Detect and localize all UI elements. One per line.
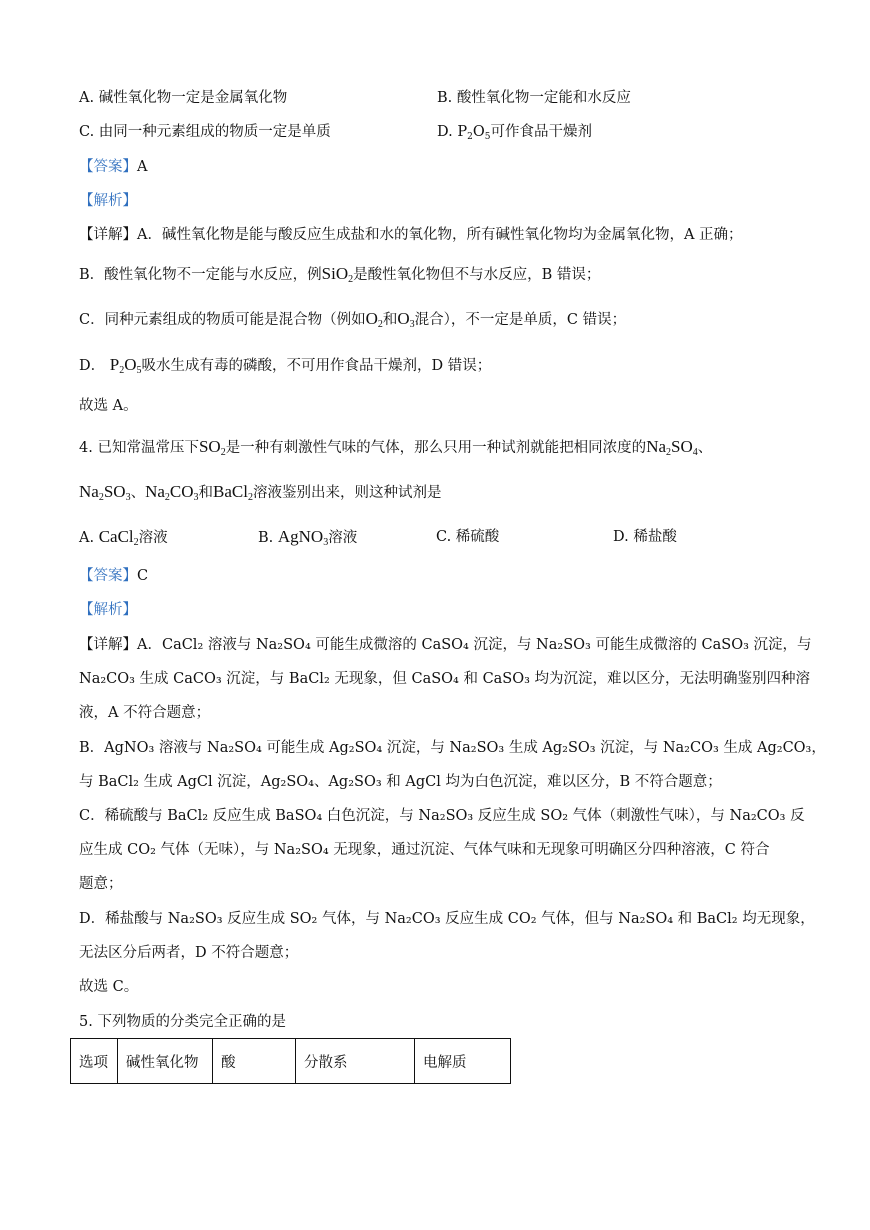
table-header-row xyxy=(71,1039,511,1084)
q4-na2so4-b: SO xyxy=(671,437,693,456)
q3-option-d-mid: O xyxy=(472,124,485,140)
q4-conclusion: 故选 C。 xyxy=(79,979,139,995)
table-header-cell-electrolyte: 电解质 xyxy=(415,1039,511,1084)
q4-option-b-pre: B. xyxy=(258,530,274,546)
q4-na2co3-a: Na xyxy=(145,482,165,501)
q4-stem-line1 xyxy=(79,437,712,463)
q4-stem-sep1: 、 xyxy=(697,440,713,456)
table-header-cell-acid: 酸 xyxy=(213,1039,296,1084)
q3-p2o5-sub1: 2 xyxy=(119,365,125,376)
q4-na2so3-a: Na xyxy=(79,482,99,501)
q3-o3-main: O xyxy=(397,309,410,328)
q3-option-d-text: 可作食品干燥剂 xyxy=(490,124,592,140)
q3-o2-sub: 2 xyxy=(377,319,383,330)
q4-detail-line-9: D．稀盐酸与 Na₂SO₃ 反应生成 SO₂ 气体，与 Na₂CO₃ 反应生成 CO₂ 气体，但与 Na₂SO₄ 和 BaCl₂ 均无现象， xyxy=(79,911,815,927)
q3-detail-a-text: A．碱性氧化物是能与酸反应生成盐和水的氧化物，所有碱性氧化物均为金属氧化物，A 正确； xyxy=(137,227,743,243)
q4-detail-line-5: 与 BaCl₂ 生成 AgCl 沉淀，Ag₂SO₄、Ag₂SO₃ 和 AgCl 均为白色沉淀，难以区分，B 不符合题意； xyxy=(79,774,722,790)
q3-option-d-sub1: 2 xyxy=(467,132,473,142)
q3-detail-a xyxy=(79,225,743,245)
q3-option-d-sub2: 5 xyxy=(484,132,491,142)
q4-na2so3-b: SO xyxy=(103,482,126,501)
q4-bacl2 xyxy=(213,482,253,501)
q4-analysis-label: 【解析】 xyxy=(79,602,137,618)
q3-p2o5-o: O xyxy=(124,355,137,374)
q4-option-d: D. 稀盐酸 xyxy=(613,529,677,545)
q4-detail-line-4: B．AgNO₃ 溶液与 Na₂SO₄ 可能生成 Ag₂SO₄ 沉淀，与 Na₂SO₃ 生成 Ag₂SO₃ 沉淀，与 Na₂CO₃ 生成 Ag₂CO₃， xyxy=(79,740,826,756)
q3-analysis-tag xyxy=(79,191,137,211)
q5-stem: 5. 下列物质的分类完全正确的是 xyxy=(79,1014,286,1030)
q4-detail-line-3: 液，A 不符合题意； xyxy=(79,705,211,721)
q3-option-a: A. 碱性氧化物一定是金属氧化物 xyxy=(79,90,288,106)
q4-analysis-tag xyxy=(79,600,137,620)
q3-detail-c-mid: 和 xyxy=(382,312,398,328)
q4-na2so4-a: Na xyxy=(646,437,667,456)
q4-na2co3-sub2: 3 xyxy=(193,492,199,503)
q4-bacl2-main: BaCl xyxy=(213,482,248,501)
q4-na2so4 xyxy=(646,437,698,456)
q3-o3-sub: 3 xyxy=(409,319,415,330)
q3-answer xyxy=(79,157,147,177)
q4-line2-post: 溶液鉴别出来，则这种试剂是 xyxy=(252,485,442,501)
q3-detail-b-post: 是酸性氧化物但不与水反应，B 错误； xyxy=(353,267,601,283)
q4-na2so3-sub1: 2 xyxy=(98,492,104,503)
q4-detail-line-1 xyxy=(79,635,812,655)
q4-detail-line-6: C．稀硫酸与 BaCl₂ 反应生成 BaSO₄ 白色沉淀，与 Na₂SO₃ 反应生成 SO₂ 气体（刺激性气味），与 Na₂CO₃ 反 xyxy=(79,808,805,824)
table-header-cell-option: 选项 xyxy=(71,1039,118,1084)
q4-detail-line-8: 题意； xyxy=(79,876,123,892)
q4-stem-mid: 是一种有刺激性气味的气体，那么只用一种试剂就能把相同浓度的 xyxy=(225,440,647,456)
q3-detail-b xyxy=(79,264,600,290)
q3-conclusion: 故选 A。 xyxy=(79,398,138,414)
table-header-cell-basic-oxide: 碱性氧化物 xyxy=(118,1039,213,1084)
q3-option-c: C. 由同一种元素组成的物质一定是单质 xyxy=(79,124,331,140)
q3-option-d xyxy=(437,122,592,147)
q4-detail-tag: 【详解】 xyxy=(79,637,137,653)
q4-option-a-post: 溶液 xyxy=(138,530,168,546)
q3-detail-b-pre: B．酸性氧化物不一定能与水反应，例 xyxy=(79,267,322,283)
q4-bacl2-sub: 2 xyxy=(247,492,253,503)
q4-detail-line-10: 无法区分后两者，D 不符合题意； xyxy=(79,945,299,961)
q4-na2co3-sub1: 2 xyxy=(164,492,170,503)
q3-detail-c-pre: C．同种元素组成的物质可能是混合物（例如 xyxy=(79,312,366,328)
table-header-cell-dispersion: 分散系 xyxy=(296,1039,415,1084)
q3-analysis-label: 【解析】 xyxy=(79,193,137,209)
q4-agno3-main: AgNO xyxy=(277,527,324,546)
q4-option-c: C. 稀硫酸 xyxy=(436,529,500,545)
q4-so2-sub: 2 xyxy=(220,447,226,458)
q3-detail-d-post: 吸水生成有毒的磷酸，不可用作食品干燥剂，D 错误； xyxy=(141,358,492,374)
q3-o2 xyxy=(366,309,383,328)
q4-detail-line-2: Na₂CO₃ 生成 CaCO₃ 沉淀，与 BaCl₂ 无现象，但 CaSO₄ 和 CaSO₃ 均为沉淀，难以区分，无法明确鉴别四种溶 xyxy=(79,671,811,687)
q4-answer xyxy=(79,566,148,586)
q3-detail-d xyxy=(79,355,491,381)
q4-answer-value: C xyxy=(137,568,149,584)
q4-line2-and: 和 xyxy=(198,485,214,501)
q4-detail-1: A．CaCl₂ 溶液与 Na₂SO₄ 可能生成微溶的 CaSO₄ 沉淀，与 Na₂SO₃ 可能生成微溶的 CaSO₃ 沉淀，与 xyxy=(137,637,812,653)
q3-detail-c-post: 混合），不一定是单质，C 错误； xyxy=(414,312,627,328)
q4-so2 xyxy=(199,437,226,456)
q4-na2so4-sub1: 2 xyxy=(666,447,672,458)
q3-p2o5 xyxy=(110,355,142,374)
q3-o3 xyxy=(397,309,414,328)
q4-agno3-sub: 3 xyxy=(323,537,329,548)
q4-answer-tag: 【答案】 xyxy=(79,568,137,584)
q4-so2-main: SO xyxy=(198,437,221,456)
q3-sio2-sub: 2 xyxy=(348,274,354,285)
q3-detail-d-pre: D． xyxy=(79,358,106,374)
q4-agno3 xyxy=(278,527,328,546)
q4-option-b xyxy=(258,527,357,553)
q4-cacl2-main: CaCl xyxy=(98,527,134,546)
q3-o2-main: O xyxy=(365,309,378,328)
q3-option-b: B. 酸性氧化物一定能和水反应 xyxy=(437,90,631,106)
q4-na2so3 xyxy=(79,482,131,501)
q3-detail-tag: 【详解】 xyxy=(79,227,137,243)
q3-answer-value: A xyxy=(137,159,148,175)
q3-p2o5-p: P xyxy=(109,355,120,374)
q4-cacl2 xyxy=(99,527,139,546)
q4-option-b-post: 溶液 xyxy=(328,530,358,546)
q4-option-a xyxy=(79,527,168,553)
q4-option-a-pre: A. xyxy=(79,530,95,546)
q4-line2-sep: 、 xyxy=(130,485,146,501)
q4-na2so4-sub2: 4 xyxy=(692,447,698,458)
q3-option-d-prefix: D. P xyxy=(437,124,468,140)
q3-sio2: SiO xyxy=(321,264,349,283)
q3-detail-c xyxy=(79,309,626,335)
q4-stem-pre: 4. 已知常温常压下 xyxy=(79,440,199,456)
q4-detail-line-7: 应生成 CO₂ 气体（无味），与 Na₂SO₄ 无现象，通过沉淀、气体气味和无现象可明确区分四种溶液，C 符合 xyxy=(79,842,770,858)
q4-na2co3-b: CO xyxy=(169,482,194,501)
q4-na2co3 xyxy=(145,482,198,501)
q4-cacl2-sub: 2 xyxy=(133,537,139,548)
q5-options-table xyxy=(70,1038,511,1084)
q3-p2o5-sub2: 5 xyxy=(136,365,142,376)
q3-detail-b-formula xyxy=(322,264,353,283)
q4-stem-line2 xyxy=(79,482,441,508)
q3-answer-tag: 【答案】 xyxy=(79,159,137,175)
q4-na2so3-sub2: 3 xyxy=(125,492,131,503)
